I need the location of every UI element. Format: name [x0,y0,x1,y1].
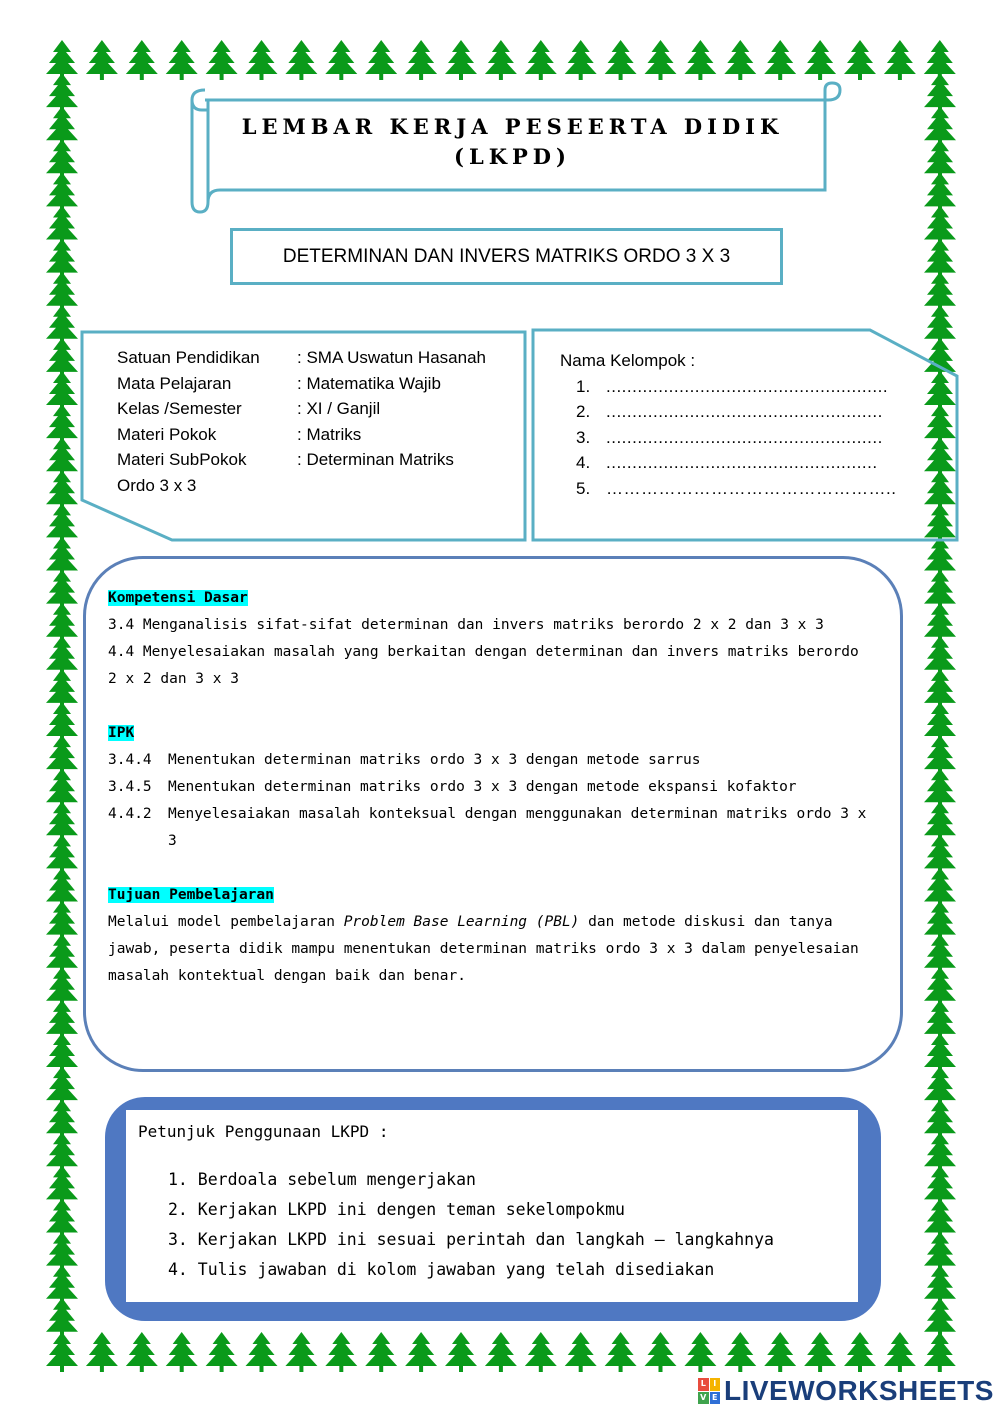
tree-icon [565,1332,597,1372]
ipk-item [108,747,868,774]
tree-icon [684,1332,716,1372]
kd-heading: Kompetensi Dasar [108,590,248,606]
tree-icon [565,40,597,80]
guide-item: 2. Kerjakan LKPD ini dengen teman sekelompokmu [168,1200,625,1219]
info-value: : Matematika Wajib [297,373,441,393]
title-line-2: (LKPD) [454,144,571,169]
info-value: : SMA Uswatun Hasanah [297,348,486,367]
info-value: : Determinan Matriks [297,450,454,469]
guide-item: 3. Kerjakan LKPD ini sesuai perintah dan langkah – langkahnya [168,1230,774,1249]
tree-icon [684,40,716,80]
tree-icon [206,1332,238,1372]
info-label: Satuan Pendidikan [117,348,260,367]
competency-content [108,585,868,990]
tree-icon [126,40,158,80]
guide-title: Petunjuk Penggunaan LKPD : [138,1122,389,1141]
info-label: Kelas /Semester [117,399,242,418]
tree-icon [804,40,836,80]
subject-title: DETERMINAN DAN INVERS MATRIKS ORDO 3 X 3 [282,245,731,267]
info-row [117,396,486,422]
member-blank[interactable]: .................................................... [606,453,878,472]
tree-icon [525,1332,557,1372]
school-info [117,345,486,498]
tree-icon [764,1332,796,1372]
tp-heading: Tujuan Pembelajaran [108,887,274,903]
tree-icon [645,40,677,80]
tree-icon [325,1332,357,1372]
member-number: 3. [576,427,591,447]
info-row [117,345,486,371]
tree-icon [285,1332,317,1372]
info-value: : Matriks [297,424,362,444]
info-label: Ordo 3 x 3 [117,475,197,495]
tree-icon [884,1332,916,1372]
info-row [117,422,486,448]
tree-icon [405,40,437,80]
group-member-line[interactable] [560,476,896,502]
guide-item: 1. Berdoala sebelum mengerjakan [168,1170,476,1189]
group-member-line[interactable] [560,425,896,451]
guide-item: 4. Tulis jawaban di kolom jawaban yang telah disediakan [168,1260,715,1279]
liveworksheets-logo-icon: L I V E [698,1378,720,1404]
ipk-number: 4.4.2 [108,806,152,822]
group-member-line[interactable] [560,450,896,476]
tree-icon [764,40,796,80]
tree-icon [525,40,557,80]
tree-icon [645,1332,677,1372]
title-line-1: LEMBAR KERJA PESEERTA DIDIK [241,114,784,139]
member-number: 5. [576,478,591,498]
info-label: Materi SubPokok [117,450,247,469]
group-member-line[interactable] [560,399,896,425]
tp-text-after: dan metode diskusi dan tanya jawab, peserta didik mampu menentukan determinan matriks ordo 3 x 3 dalam penyelesaian masalah kontektual dengan baik dan benar. [108,914,859,984]
tree-icon [46,1332,78,1372]
tree-icon [605,1332,637,1372]
tree-icon [46,1298,78,1338]
ipk-item [108,801,868,855]
kd-item: 4.4 Menyelesaiakan masalah yang berkaitan dengan determinan dan invers matriks berordo 2 x 2 dan 3 x 3 [108,644,859,687]
ipk-text: Menyelesaiakan masalah konteksual dengan menggunakan determinan matriks ordo 3 x 3 [168,806,867,849]
group-members [560,348,896,501]
tree-icon [924,1298,956,1338]
member-blank[interactable]: ..................................................... [606,427,883,447]
tree-icon [126,1332,158,1372]
member-number: 1. [576,376,591,396]
tree-icon [884,40,916,80]
group-title: Nama Kelompok : [560,351,696,370]
member-blank[interactable]: ………………………………………….. [606,478,897,498]
tree-icon [166,1332,198,1372]
tree-icon [365,40,397,80]
tp-text-before: Melalui model pembelajaran [108,914,344,930]
info-row [117,473,486,499]
kd-item: 3.4 Menganalisis sifat-sifat determinan dan invers matriks berordo 2 x 2 dan 3 x 3 [108,617,824,633]
tree-icon [605,40,637,80]
page-title [205,112,820,172]
ipk-item [108,774,868,801]
group-member-line[interactable] [560,374,896,400]
tree-icon [246,1332,278,1372]
tree-icon [206,40,238,80]
tree-icon [365,1332,397,1372]
member-blank[interactable]: ..................................................... [606,402,883,421]
ipk-number: 3.4.4 [108,752,152,768]
tree-icon [844,1332,876,1372]
info-value: : XI / Ganjil [297,399,381,418]
info-label: Materi Pokok [117,424,217,444]
tree-icon [724,1332,756,1372]
tree-icon [86,1332,118,1372]
liveworksheets-watermark [698,1375,994,1407]
ipk-text: Menentukan determinan matriks ordo 3 x 3 dengan metode ekspansi kofaktor [168,779,797,795]
ipk-number: 3.4.5 [108,779,152,795]
member-blank[interactable]: ...................................................... [606,376,889,396]
tree-icon [166,40,198,80]
tree-icon [246,40,278,80]
ipk-heading: IPK [108,725,135,741]
tree-icon [804,1332,836,1372]
tree-icon [405,1332,437,1372]
subject-title-box [230,228,783,285]
tree-icon [924,1332,956,1372]
tp-model: Problem Base Learning (PBL) [343,914,580,930]
info-label: Mata Pelajaran [117,373,232,393]
tree-icon [445,40,477,80]
tree-icon [485,40,517,80]
tree-icon [485,1332,517,1372]
tree-icon [86,40,118,80]
member-number: 4. [576,453,591,472]
tree-icon [724,40,756,80]
tree-icon [445,1332,477,1372]
info-row [117,447,486,473]
tree-icon [844,40,876,80]
tp-paragraph [108,909,868,990]
ipk-text: Menentukan determinan matriks ordo 3 x 3 dengan metode sarrus [168,752,701,768]
guide-list [168,1165,774,1285]
watermark-text: LIVEWORKSHEETS [724,1375,994,1406]
tree-icon [285,40,317,80]
info-row [117,371,486,397]
member-number: 2. [576,402,591,421]
tree-icon [325,40,357,80]
